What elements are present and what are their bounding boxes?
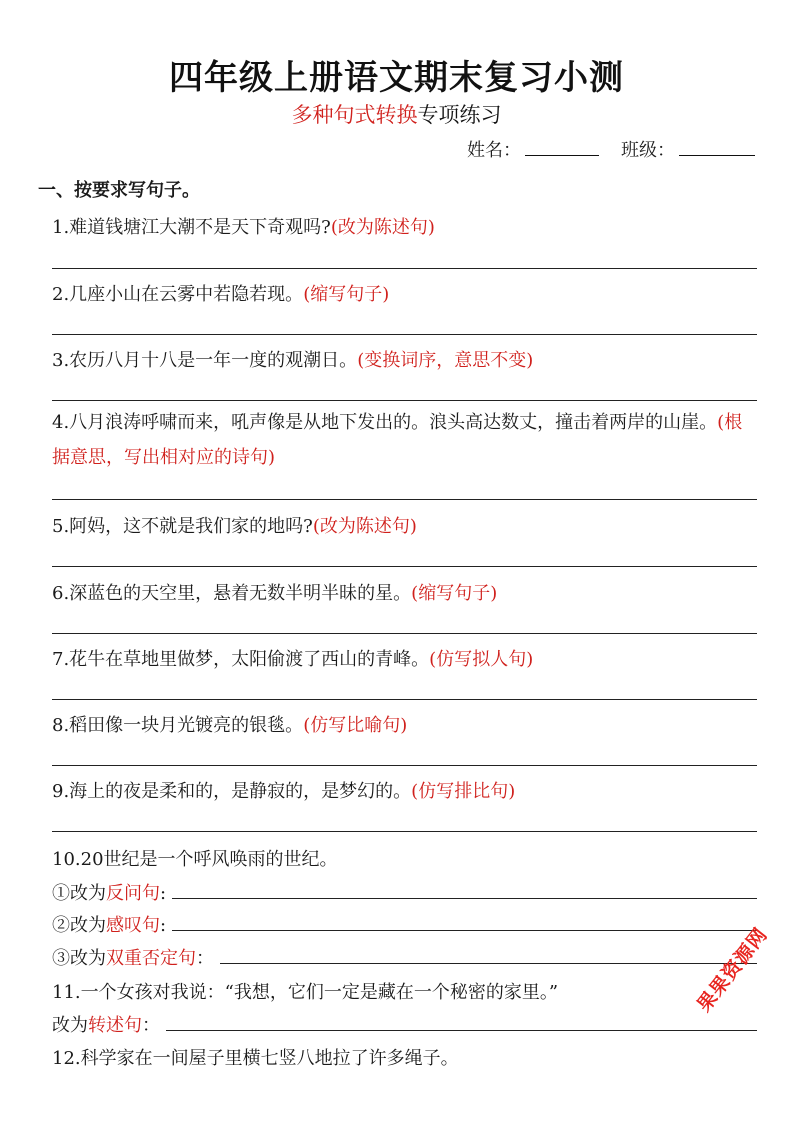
part-requirement: 双重否定句: [106, 948, 196, 969]
question-requirement: (根据意思，写出相对应的诗句): [52, 412, 743, 468]
question-9: [52, 777, 515, 803]
question-text: 9.海上的夜是柔和的，是静寂的，是梦幻的。: [52, 781, 412, 802]
question-text: 10.20世纪是一个呼风唤雨的世纪。: [52, 849, 338, 870]
part-prefix: ①改为: [52, 883, 106, 904]
page-subtitle: [0, 99, 793, 129]
answer-line-7[interactable]: [52, 699, 757, 700]
question-6: [52, 579, 497, 605]
answer-line-5[interactable]: [52, 566, 757, 567]
name-blank[interactable]: [525, 137, 599, 156]
question-10-part-2: [52, 911, 757, 937]
question-text: 7.花牛在草地里做梦，太阳偷渡了西山的青峰。: [52, 649, 430, 670]
question-11-answer: [52, 1011, 757, 1037]
watermark: 果果资源网: [693, 923, 773, 1017]
part-suffix: :: [160, 915, 167, 936]
part-suffix: ：: [142, 1015, 160, 1036]
class-label: 班级：: [621, 140, 675, 161]
question-text: 5.阿妈，这不就是我们家的地吗?: [52, 516, 313, 537]
question-text: 4.八月浪涛呼啸而来，吼声像是从地下发出的。浪头高达数丈，撞击着两岸的山崖。: [52, 412, 718, 433]
page-title: 四年级上册语文期末复习小测: [169, 58, 624, 98]
answer-line-4[interactable]: [52, 499, 757, 500]
part-prefix: ②改为: [52, 915, 106, 936]
answer-line-10-3[interactable]: [220, 945, 757, 964]
question-5: [52, 512, 417, 538]
part-requirement: 感叹句: [106, 915, 160, 936]
part-requirement: 反问句: [106, 883, 160, 904]
question-text: 3.农历八月十八是一年一度的观潮日。: [52, 350, 358, 371]
subtitle-rest: 专项练习: [417, 103, 502, 127]
question-10-part-1: [52, 879, 757, 905]
answer-line-10-2[interactable]: [172, 912, 757, 931]
question-10-part-3: [52, 944, 757, 970]
part-prefix: ③改为: [52, 948, 106, 969]
question-requirement: (缩写句子): [303, 284, 390, 305]
question-requirement: (仿写拟人句): [429, 649, 534, 670]
subtitle-highlight: 多种句式转换: [291, 103, 418, 127]
section-title: 一、按要求写句子。: [38, 180, 200, 201]
question-requirement: (仿写排比句): [411, 781, 516, 802]
question-text: 1.难道钱塘江大潮不是天下奇观吗?: [52, 217, 331, 238]
name-label: 姓名：: [467, 140, 521, 161]
question-requirement: (改为陈述句): [312, 516, 417, 537]
question-10: [52, 845, 338, 871]
question-4: [52, 405, 757, 475]
question-requirement: (变换词序，意思不变): [357, 350, 534, 371]
question-3: [52, 346, 533, 372]
question-8: [52, 711, 407, 737]
question-2: [52, 280, 389, 306]
answer-line-8[interactable]: [52, 765, 757, 766]
question-requirement: (改为陈述句): [330, 217, 435, 238]
question-requirement: (仿写比喻句): [303, 715, 408, 736]
class-blank[interactable]: [679, 137, 755, 156]
part-suffix: :: [160, 883, 167, 904]
question-text: 2.几座小山在云雾中若隐若现。: [52, 284, 304, 305]
part-prefix: 改为: [52, 1015, 88, 1036]
student-info: [467, 136, 755, 162]
question-7: [52, 645, 533, 671]
question-12: [52, 1044, 459, 1070]
question-text: 11.一个女孩对我说：“我想，它们一定是藏在一个秘密的家里。”: [52, 982, 559, 1003]
question-text: 6.深蓝色的天空里，悬着无数半明半昧的星。: [52, 583, 412, 604]
answer-line-1[interactable]: [52, 268, 757, 269]
question-1: [52, 213, 435, 239]
answer-line-6[interactable]: [52, 633, 757, 634]
question-text: 8.稻田像一块月光镀亮的银毯。: [52, 715, 304, 736]
answer-line-3[interactable]: [52, 400, 757, 401]
question-11: [52, 978, 558, 1004]
question-text: 12.科学家在一间屋子里横七竖八地拉了许多绳子。: [52, 1048, 459, 1069]
answer-line-11[interactable]: [166, 1012, 757, 1031]
question-requirement: (缩写句子): [411, 583, 498, 604]
part-requirement: 转述句: [88, 1015, 142, 1036]
answer-line-10-1[interactable]: [172, 880, 757, 899]
part-suffix: ：: [196, 948, 214, 969]
answer-line-9[interactable]: [52, 831, 757, 832]
answer-line-2[interactable]: [52, 334, 757, 335]
